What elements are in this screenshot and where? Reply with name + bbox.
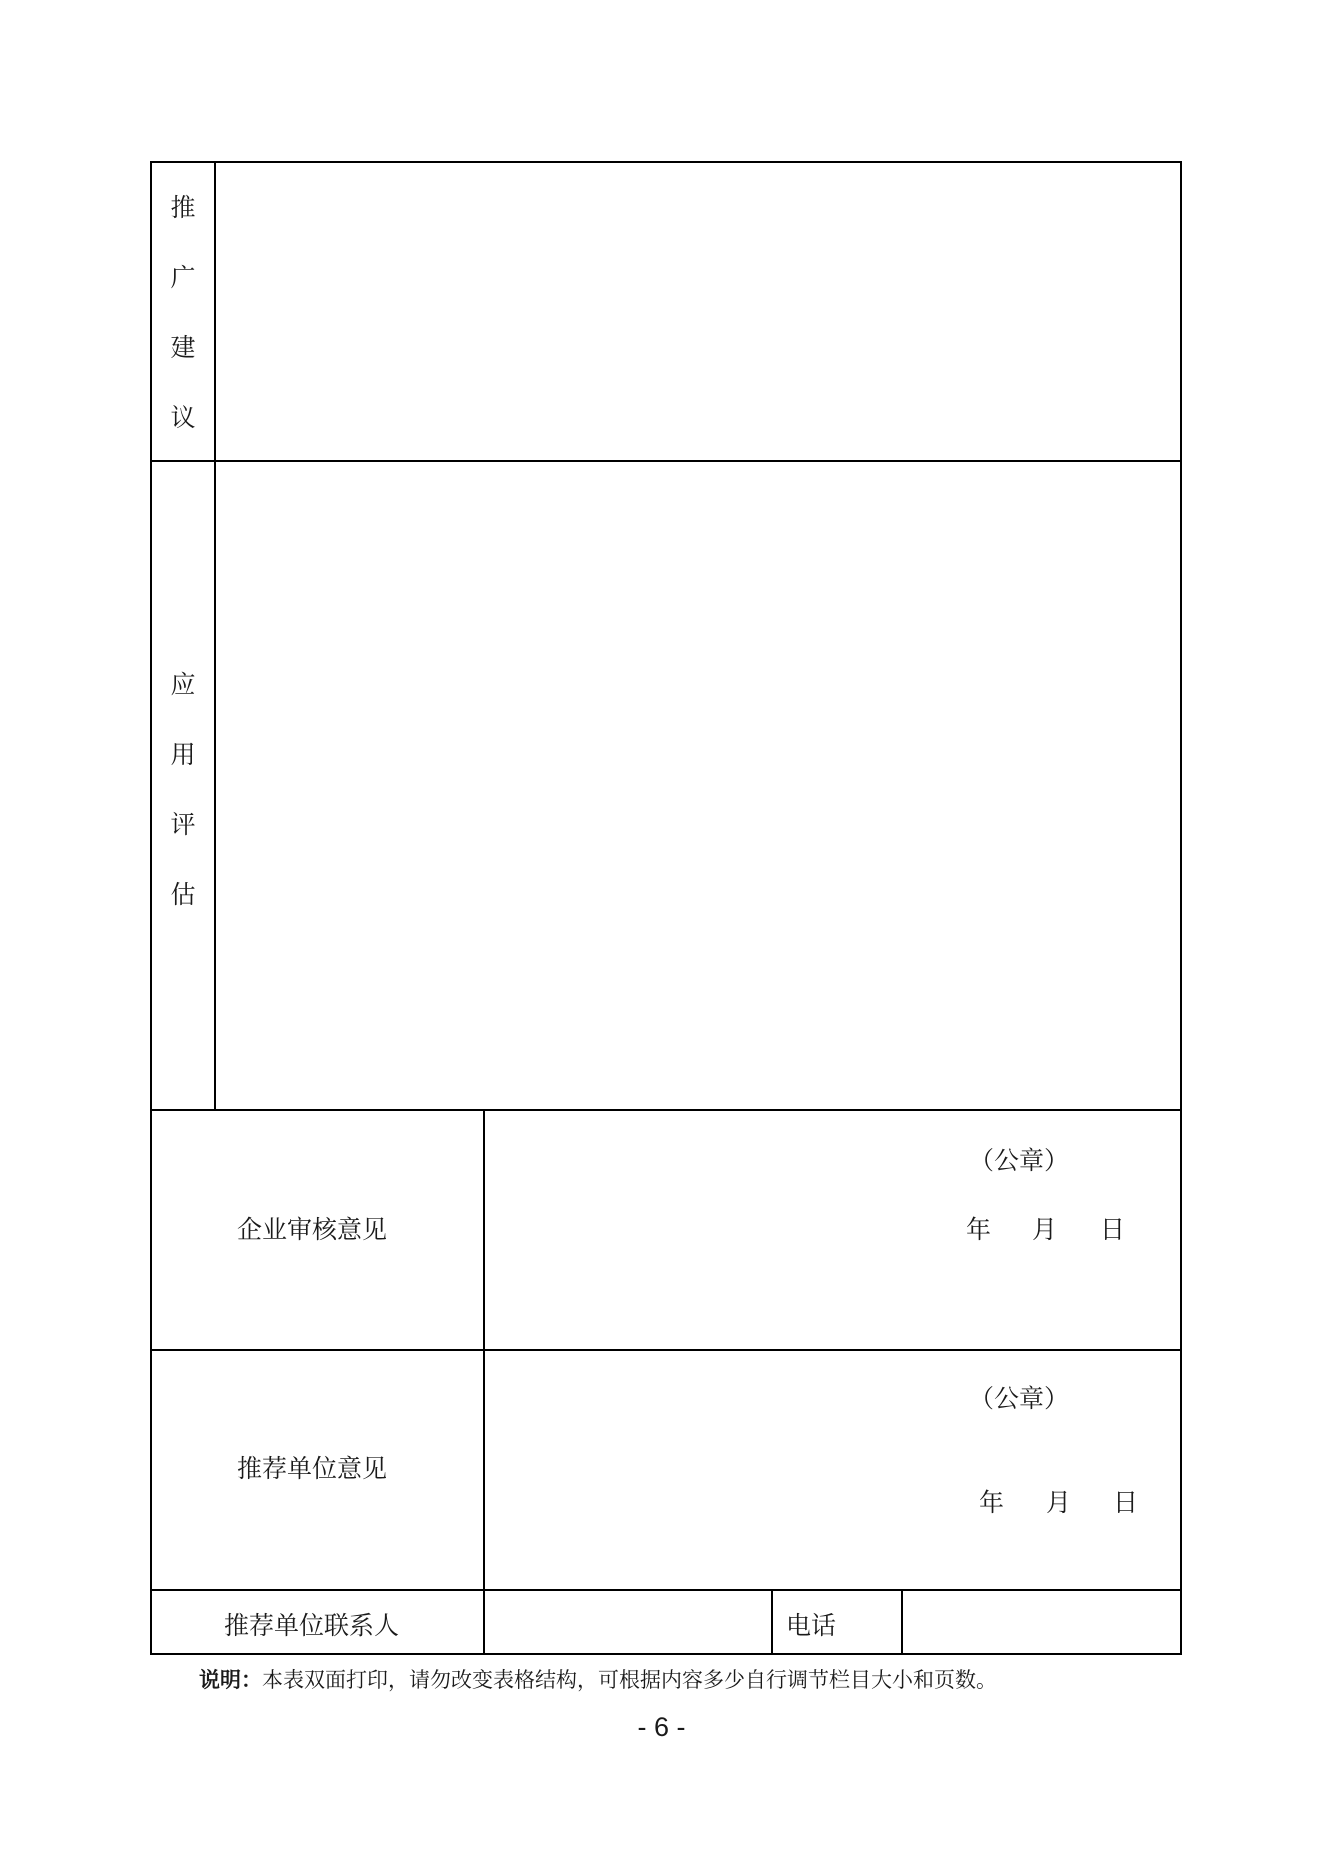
label-char: 用 (170, 740, 196, 769)
date-month: 月 (1046, 1488, 1072, 1517)
label-char: 广 (170, 263, 196, 292)
label-char: 议 (170, 403, 196, 432)
phone-label: 电话 (786, 1611, 837, 1640)
row-divider (152, 1109, 1180, 1111)
column-divider (483, 1109, 485, 1655)
date-day: 日 (1113, 1488, 1139, 1517)
phone-field[interactable] (903, 1591, 1180, 1655)
recommender-date-row (152, 1483, 1180, 1515)
form-note (199, 1664, 997, 1694)
date-year: 年 (979, 1488, 1005, 1517)
column-divider (771, 1589, 773, 1655)
label-char: 评 (170, 810, 196, 839)
enterprise-review-label: 企业审核意见 (237, 1215, 388, 1244)
note-prefix: 说明： (199, 1667, 262, 1692)
recommender-opinion-label: 推荐单位意见 (237, 1454, 388, 1483)
label-char: 推 (170, 193, 196, 222)
promotion-suggestion-label (152, 173, 214, 453)
row-divider (152, 1349, 1180, 1351)
promotion-suggestion-field[interactable] (216, 163, 1180, 460)
recommendation-form-table (150, 161, 1182, 1655)
application-assessment-field[interactable] (216, 462, 1180, 1109)
enterprise-date-row (152, 1210, 1180, 1242)
label-char: 估 (170, 880, 196, 909)
recommender-seal-text: （公章） (969, 1384, 1070, 1413)
date-day: 日 (1100, 1215, 1126, 1244)
date-month: 月 (1032, 1215, 1058, 1244)
contact-person-field[interactable] (485, 1591, 771, 1655)
enterprise-seal-text: （公章） (969, 1146, 1070, 1175)
contact-person-label: 推荐单位联系人 (224, 1611, 400, 1640)
label-char: 应 (170, 670, 196, 699)
date-year: 年 (966, 1215, 992, 1244)
application-assessment-label (152, 650, 214, 930)
label-char: 建 (170, 333, 196, 362)
note-text: 本表双面打印，请勿改变表格结构，可根据内容多少自行调节栏目大小和页数。 (262, 1668, 997, 1692)
page-number: - 6 - (637, 1712, 686, 1742)
